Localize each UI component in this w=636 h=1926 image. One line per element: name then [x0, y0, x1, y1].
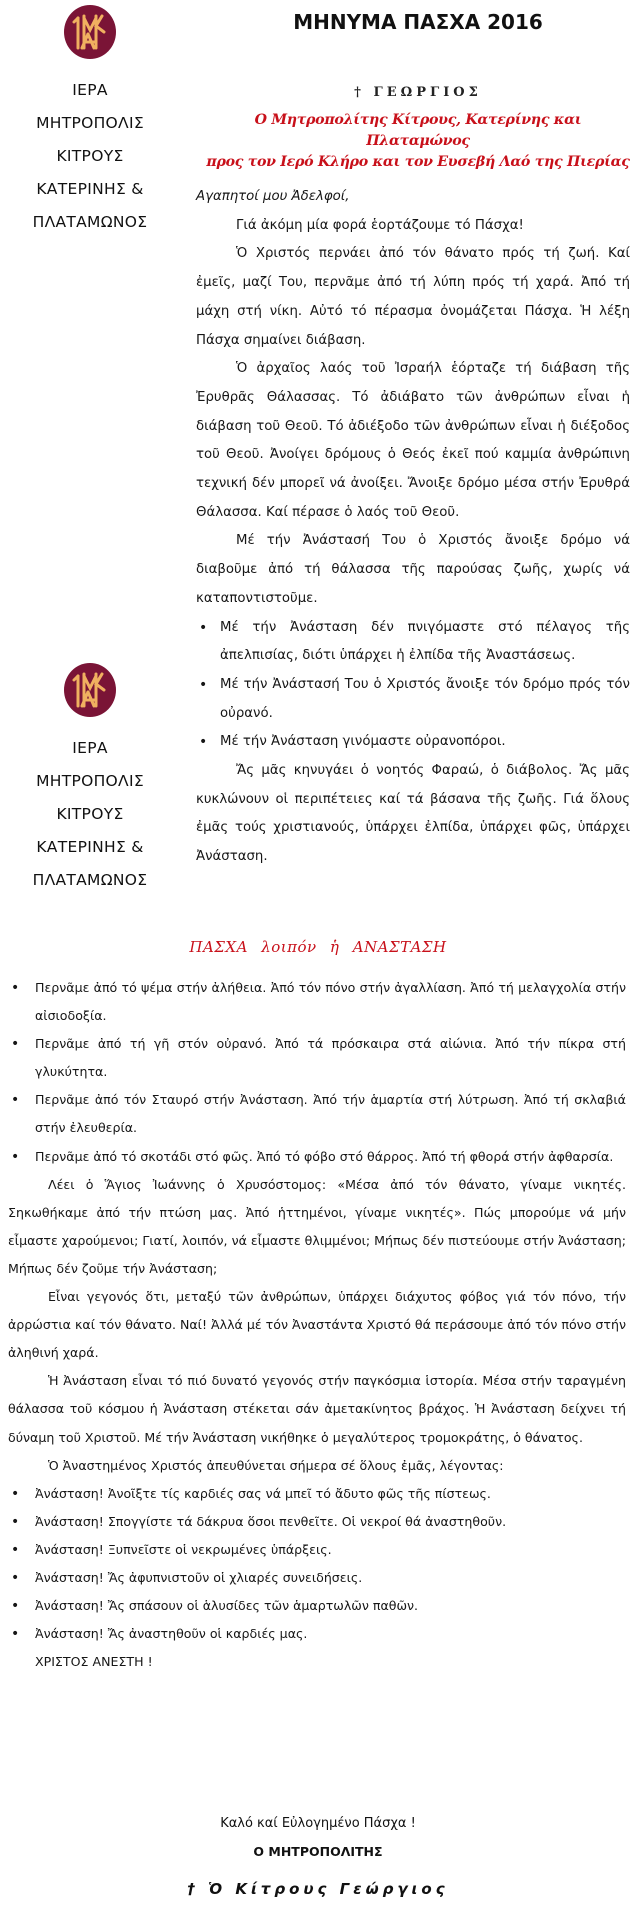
christos-anesti: ΧΡΙΣΤΟΣ ΑΝΕΣΤΗ ! — [35, 1654, 153, 1670]
message-body-column — [196, 183, 630, 872]
address-subtitle-line1: Ο Μητροπολίτης Κίτρους, Κατερίνης και Πλαταμώνος — [254, 112, 582, 149]
bullet-item: • Ἀνάσταση! Ἄς ἀναστηθοῦν οἱ καρδιές μας. — [8, 1620, 626, 1648]
paragraph: Λέει ὁ Ἅγιος Ἰωάννης ὁ Χρυσόστομος: «Μέσα ἀπό τόν θάνατο, γίναμε νικητές. Σηκωθήκαμε ἀπό τήν πτώση μας. Ἀπό ἡττημένοι, γίναμε νικητές». Πώς μπορούμε νά μήν εἶμαστε χαρούμενοι; Γιατί, λοιπόν, νά εἶμαστε θλιμμένοι; Μήπως δέν πιστεύουμε στήν Ἀνάσταση; Μήπως δέν ζοῦμε τήν Ἀνάσταση; — [8, 1176, 627, 1276]
sidebar-line: ΚΙΤΡΟΥΣ — [56, 147, 124, 165]
sidebar-line: ΙΕΡΑ — [72, 739, 108, 757]
paragraph: Γιά ἀκόμη μία φορά ἑορτάζουμε τό Πάσχα! — [236, 217, 524, 233]
paragraph: Ἡ Ἀνάσταση εἶναι τό πιό δυνατό γεγονός στήν παγκόσμια ἱστορία. Μέσα στήν ταραγμένη θάλασσα τοῦ κόσμου ἡ Ἀνάσταση στέκεται σάν ἀμετακίνητος βράχος. Ἡ Ἀνάσταση δείχνει τή δύναμη τοῦ Χριστοῦ. Μέ τήν Ἀνάσταση νικήθηκε ὁ μεγαλύτερος τρομοκράτης, ὁ θάνατος. — [8, 1373, 626, 1445]
metropolis-logo-icon — [62, 4, 118, 60]
metropolis-logo-icon — [62, 662, 118, 718]
bullet-item: • Ἀνάσταση! Ἀνοῖξτε τίς καρδιές σας νά μπεῖ τό ἄδυτο φῶς τῆς πίστεως. — [8, 1480, 626, 1508]
closing-signature: † Ὁ Κίτρους Γεώργιος — [187, 1880, 449, 1898]
section-heading-word: λοιπόν — [261, 938, 317, 956]
sidebar-line: ΚΑΤΕΡΙΝΗΣ & — [36, 838, 144, 856]
bullet-item: • Μέ τήν Ἀνάσταση γινόμαστε οὐρανοπόροι. — [196, 728, 630, 757]
paragraph: Ἄς μᾶς κηνυγάει ὁ νοητός Φαραώ, ὁ διάβολος. Ἄς μᾶς κυκλώνουν οἱ περιπέτειες καί τά βάσανα τῆς ζωῆς. Γιά ὅλους ἐμᾶς τούς χριστιανούς, ὑπάρχει ἐλπίδα, ὑπάρχει φῶς, ὑπάρχει Ἀνάσταση. — [196, 763, 630, 865]
bullet-item: • Περνᾶμε ἀπό τή γῆ στόν οὐρανό. Ἀπό τά πρόσκαιρα στά αἰώνια. Ἀπό τήν πίκρα στή γλυκύτητα. — [8, 1030, 626, 1086]
bullet-item: • Ἀνάσταση! Ἄς ἀφυπνιστοῦν οἱ χλιαρές συνειδήσεις. — [8, 1564, 626, 1592]
sidebar-line: ΙΕΡΑ — [72, 81, 108, 99]
bullet-item: • Ἀνάσταση! Σπογγίστε τά δάκρυα ὅσοι πενθεῖτε. Οἱ νεκροί θά ἀναστηθοῦν. — [8, 1508, 626, 1536]
address-subtitle — [202, 110, 634, 173]
paragraph: Ὁ ἀρχαῖος λαός τοῦ Ἰσραήλ ἑόρταζε τή διάβαση τῆς Ἐρυθρᾶς Θάλασσας. Τό ἀδιάβατο τῶν ἀνθρώπων εἶναι ἡ διάβαση τοῦ Θεοῦ. Τό ἀδιέξοδο τῶν ἀνθρώπων εἶναι ἡ διέξοδος τοῦ Θεοῦ. Ἀνοίγει δρόμους ὁ Θεός ἐκεῖ πού καμμία ἀνθρώπινη τεχνική δέν μπορεῖ νά ἀνοίξει. Ἄνοιξε δρόμο μέσα στήν Ἐρυθρά Θάλασσα. Καί πέρασε ὁ λαός τοῦ Θεοῦ. — [196, 361, 630, 520]
metropolis-sidebar-bottom — [0, 662, 180, 897]
resurrection-calls-list — [8, 1480, 626, 1649]
paragraph: Εἶναι γεγονός ὅτι, μεταξύ τῶν ἀνθρώπων, ὑπάρχει διάχυτος φόβος γιά τόν πόνο, τήν ἀρρώστια καί τόν θάνατο. Ναί! Ἀλλά μέ τόν Ἀναστάντα Χριστό θά περάσουμε ἀπό τόν πόνο στήν ἀληθινή χαρά. — [8, 1289, 626, 1361]
sidebar-line: ΠΛΑΤΑΜΩΝΟΣ — [32, 871, 148, 889]
closing-role: Ο ΜΗΤΡΟΠΟΛΙΤΗΣ — [253, 1844, 383, 1859]
bullet-item: • Μέ τήν Ἀνάσταση δέν πνιγόμαστε στό πέλαγος τῆς ἀπελπισίας, διότι ὑπάρχει ἡ ἐλπίδα τῆς Ἀναστάσεως. — [196, 614, 630, 671]
bullet-item: • Περνᾶμε ἀπό τόν Σταυρό στήν Ἀνάσταση. Ἀπό τήν ἁμαρτία στή λύτρωση. Ἀπό τή σκλαβιά στήν ἐλευθερία. — [8, 1086, 626, 1142]
section-heading-word: ΠΑΣΧΑ — [189, 938, 248, 956]
paragraph: Μέ τήν Ἀνάστασή Του ὁ Χριστός ἄνοιξε δρόμο νά διαβοῦμε ἀπό τή θάλασσα τῆς παρούσας ζωῆς, χωρίς νά καταποντιστοῦμε. — [196, 533, 630, 606]
paragraph: Ὁ Ἀναστημένος Χριστός ἀπευθύνεται σήμερα σέ ὅλους ἐμᾶς, λέγοντας: — [48, 1457, 504, 1473]
sidebar-line: ΜΗΤΡΟΠΟΛΙΣ — [36, 114, 144, 132]
sidebar-line: ΜΗΤΡΟΠΟΛΙΣ — [36, 772, 144, 790]
page-title: ΜΗΝΥΜΑ ΠΑΣΧΑ 2016 — [293, 10, 543, 34]
bullet-item: • Ἀνάσταση! Ξυπνεῖστε οἱ νεκρωμένες ὑπάρξεις. — [8, 1536, 626, 1564]
bullet-item: • Ἀνάσταση! Ἄς σπάσουν οἱ ἁλυσίδες τῶν ἁμαρτωλῶν παθῶν. — [8, 1592, 626, 1620]
sidebar-line: ΠΛΑΤΑΜΩΝΟΣ — [32, 213, 148, 231]
sidebar-line: ΚΑΤΕΡΙΝΗΣ & — [36, 180, 144, 198]
bullet-item: • Περνᾶμε ἀπό τό σκοτάδι στό φῶς. Ἀπό τό φόβο στό θάρρος. Ἀπό τή φθορά στήν ἀφθαρσία. — [8, 1143, 626, 1171]
bullet-item: • Περνᾶμε ἀπό τό ψέμα στήν ἀλήθεια. Ἀπό τόν πόνο στήν ἀγαλλίαση. Ἀπό τή μελαγχολία στήν αἰσιοδοξία. — [8, 974, 626, 1030]
signatory-heading: † ΓΕΩΡΓΙΟΣ — [354, 85, 482, 100]
sidebar-line: ΚΙΤΡΟΥΣ — [56, 805, 124, 823]
section-heading — [0, 938, 636, 956]
closing-wish: Καλό καί Εὐλογημένο Πάσχα ! — [220, 1816, 416, 1831]
bullet-item: • Μέ τήν Ἀνάστασή Του ὁ Χριστός ἄνοιξε τόν δρόμο πρός τόν οὐρανό. — [196, 671, 630, 728]
bullet-list — [196, 614, 630, 758]
paragraph: Ὁ Χριστός περνάει ἀπό τόν θάνατο πρός τή ζωή. Καί ἐμεῖς, μαζί Του, περνᾶμε ἀπό τή λύπη πρός τή χαρά. Ἀπό τή μάχη στή νίκη. Αὐτό τό πέρασμα ὀνομάζεται Πάσχα. Ἡ λέξη Πάσχα σημαίνει διάβαση. — [196, 246, 630, 348]
greeting: Αγαπητοί μου Ἀδελφοί, — [196, 189, 350, 204]
bullet-list — [8, 974, 626, 1171]
section-heading-word: ἡ — [329, 938, 340, 956]
section-heading-word: ΑΝΑΣΤΑΣΗ — [352, 938, 447, 956]
address-subtitle-line2: προς τον Ιερό Κλήρο και τον Ευσεβή Λαό της Πιερίας — [206, 154, 630, 170]
metropolis-sidebar-top — [0, 4, 180, 239]
message-body-full — [8, 974, 626, 1676]
